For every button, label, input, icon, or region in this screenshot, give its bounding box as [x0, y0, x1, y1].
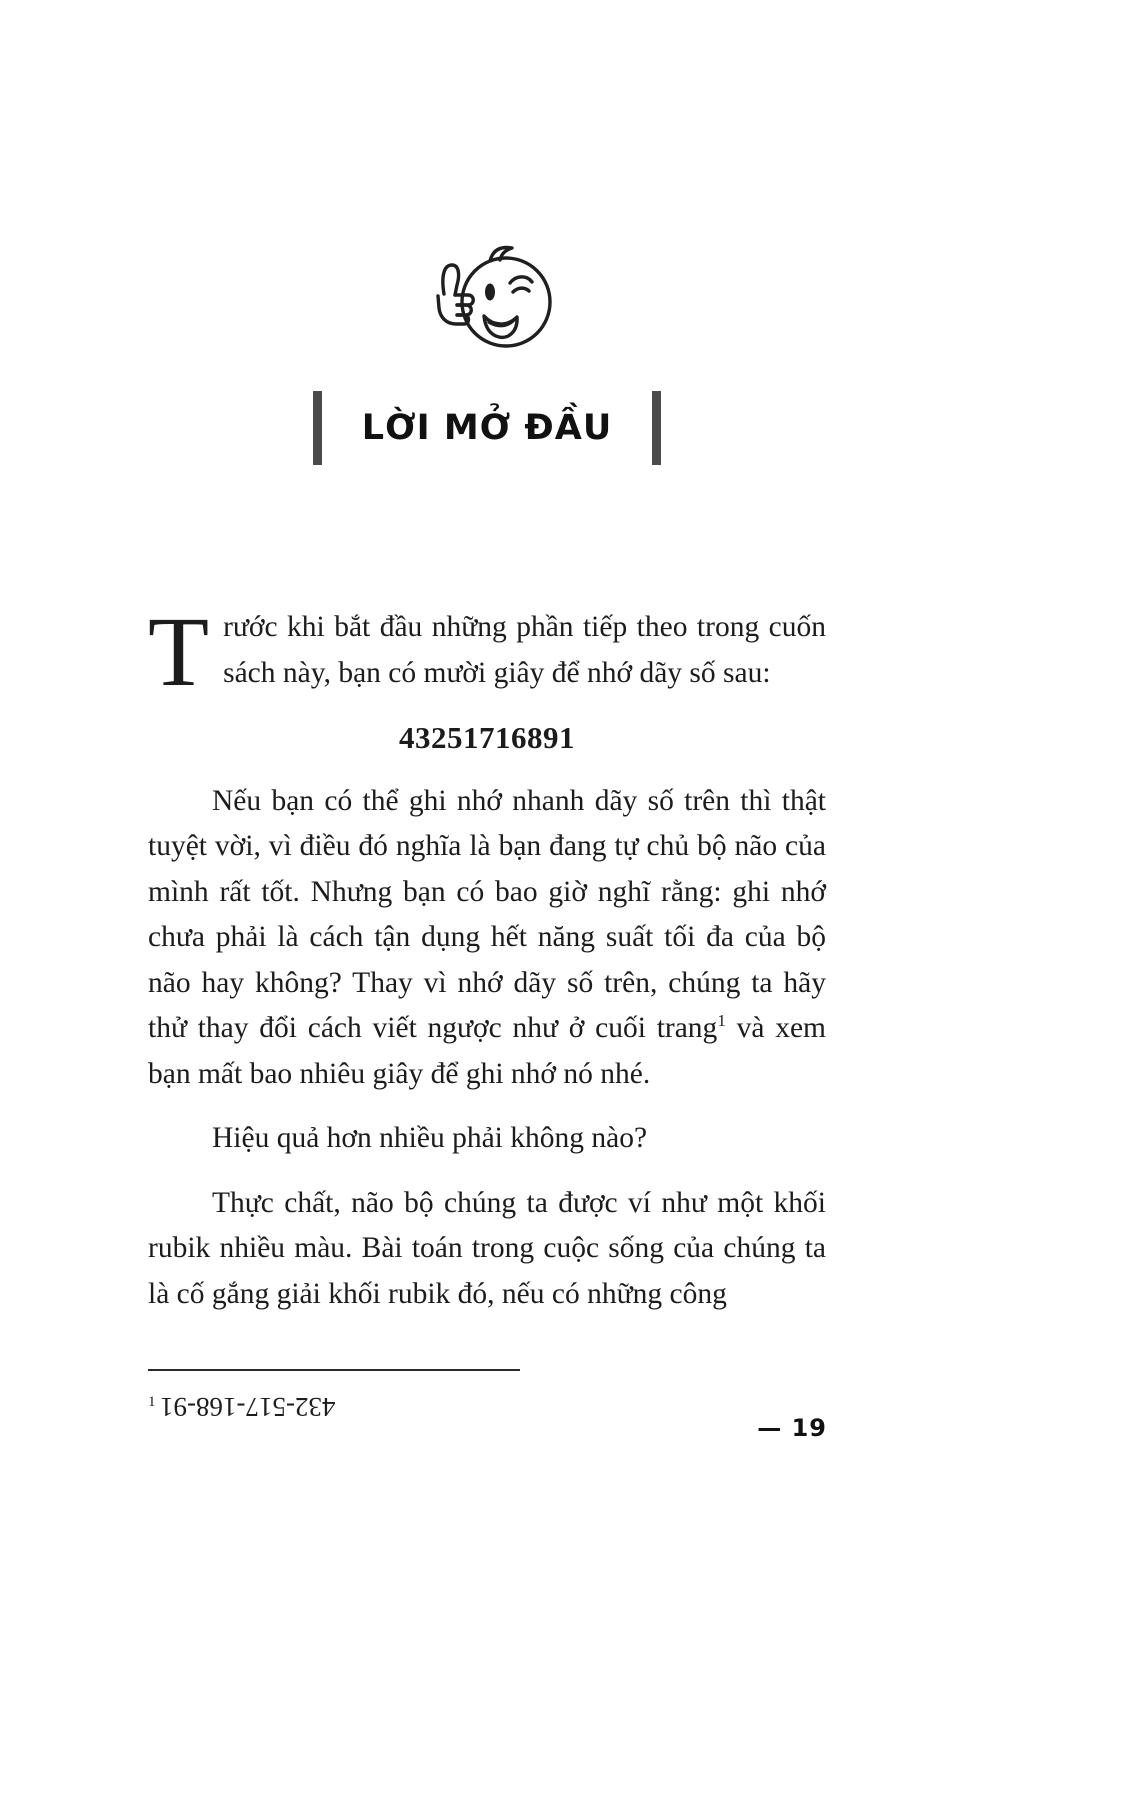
title-left-bar [313, 391, 322, 465]
paragraph-intro [148, 596, 826, 707]
footnote-marker: 1 [148, 1394, 156, 1410]
chapter-title: LỜI MỞ ĐẦU [361, 408, 613, 448]
memory-number: 43251716891 [399, 720, 575, 755]
chapter-title-box [322, 391, 652, 465]
paragraph-intro-text: rước khi bắt đầu những phần tiếp theo trong cuốn sách này, bạn có mười giây để nhớ dãy số sau: [223, 611, 826, 689]
paragraph-4: Thực chất, não bộ chúng ta được ví như một khối rubik nhiều màu. Bài toán trong cuộc sống của chúng ta là cố gắng giải khối rubik đó, nếu có những công [148, 1186, 826, 1310]
drop-cap: T [148, 596, 210, 707]
paragraph-2 [148, 779, 826, 1098]
page-number-text: — 19 [757, 1414, 827, 1442]
footnote-reversed-text: 432-517-168-91 [159, 1392, 335, 1422]
title-right-bar [652, 391, 661, 465]
paragraph-3: Hiệu quả hơn nhiều phải không nào? [212, 1122, 648, 1154]
footnote [148, 1385, 826, 1424]
footnote-divider [148, 1369, 520, 1371]
page-content-column [148, 0, 826, 1424]
body-text [148, 596, 826, 1424]
footnote-reference: 1 [717, 1011, 726, 1031]
winking-face-icon [402, 232, 572, 360]
paragraph-2-end: và xem bạn mất bao nhiêu giây để ghi nhớ nó nhé. [148, 1012, 826, 1090]
page-number [757, 1414, 827, 1442]
winking-face-thumbs-up-illustration [392, 232, 582, 365]
paragraph-2-text: Nếu bạn có thể ghi nhớ nhanh dãy số trên thì thật tuyệt vời, vì điều đó nghĩa là bạn đang tự chủ bộ não của mình rất tốt. Nhưng bạn có bao giờ nghĩ rằng: ghi nhớ chưa phải là cách tận dụng hết năng suất tối đa của bộ não hay không? Thay vì nhớ dãy số trên, chúng ta hãy thử thay đổi cách viết ngược như ở cuối trang [148, 784, 826, 1044]
